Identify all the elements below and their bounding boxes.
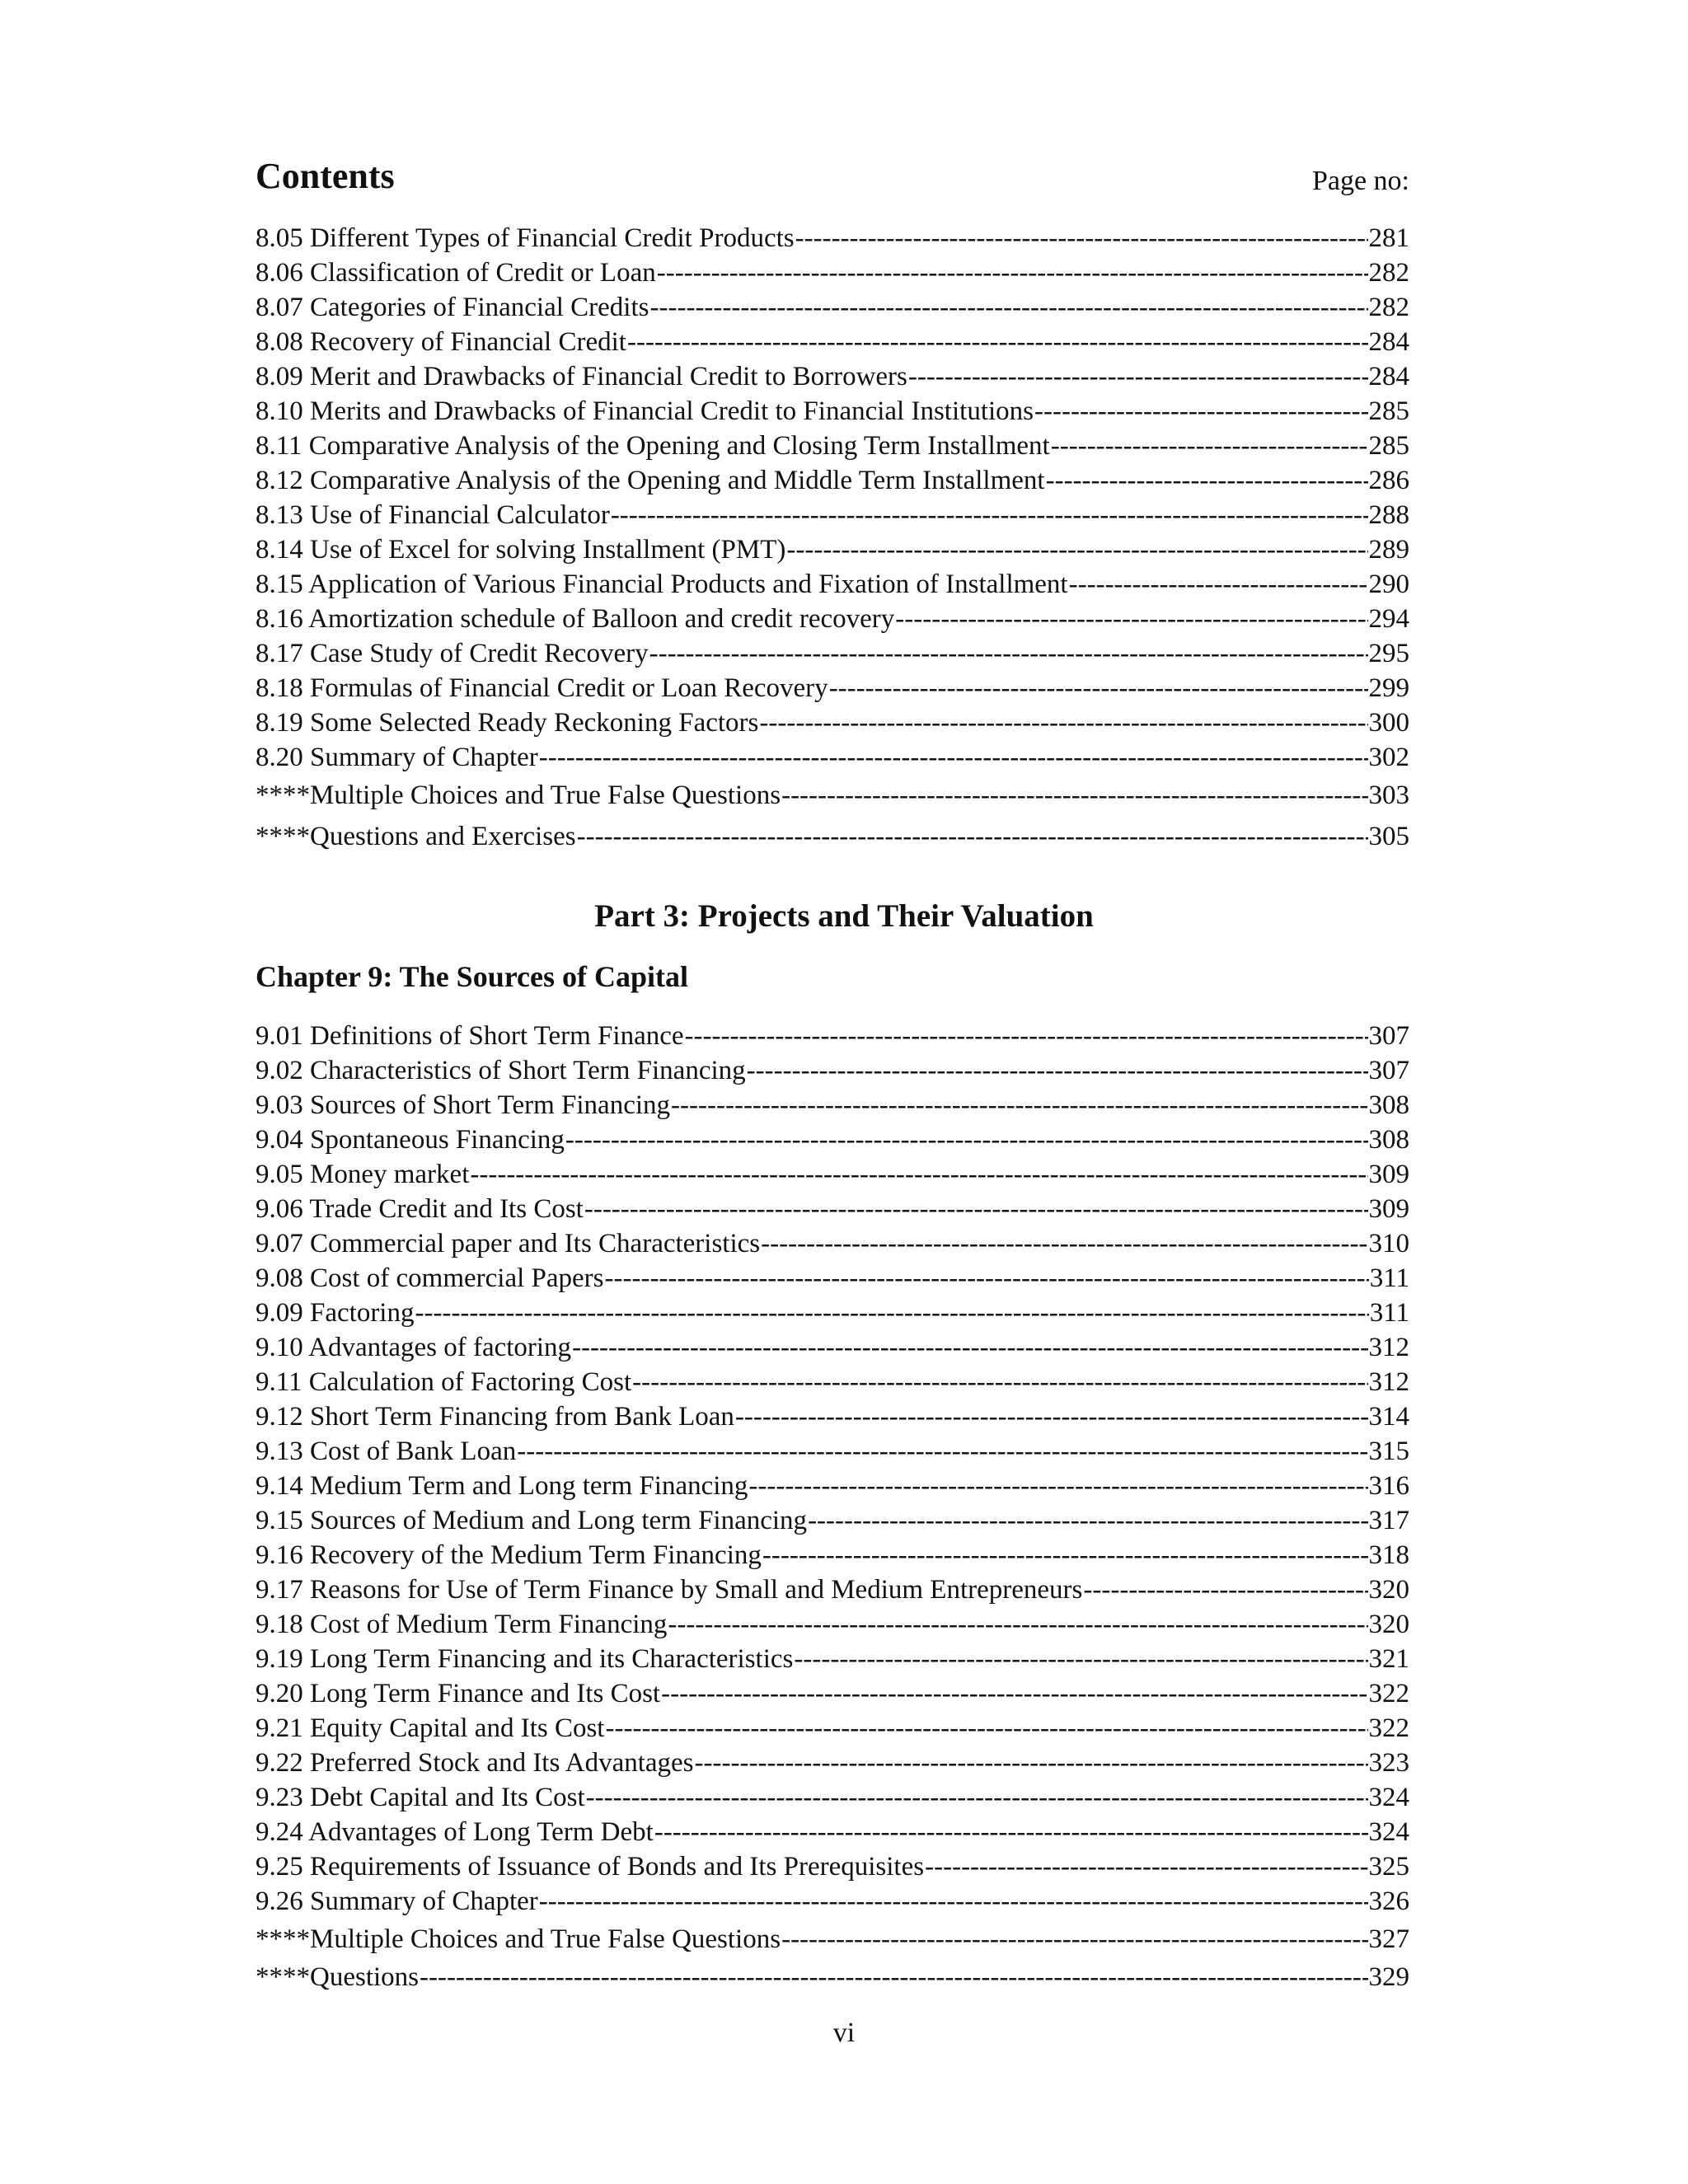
toc-entry-page: 312 [1368, 1333, 1409, 1362]
toc-entry-page: 307 [1368, 1021, 1409, 1051]
toc-entry[interactable] [256, 1434, 1409, 1469]
toc-leader [781, 1919, 1367, 1960]
toc-leader [611, 498, 1368, 532]
toc-leader [761, 1226, 1367, 1261]
toc-entry-label: ****Questions and Exercises [256, 822, 576, 851]
toc-entry-label: 9.08 Cost of commercial Papers [256, 1263, 604, 1293]
toc-entry-label: 8.11 Comparative Analysis of the Opening and Closing Term Installment [256, 431, 1050, 461]
toc-entry[interactable] [256, 740, 1409, 775]
toc-entry-label: 8.09 Merit and Drawbacks of Financial Credit to Borrowers [256, 362, 907, 391]
toc-entry-label: 9.18 Cost of Medium Term Financing [256, 1610, 668, 1639]
toc-entry[interactable] [256, 1053, 1409, 1088]
part-title: Part 3: Projects and Their Valuation [594, 898, 1094, 934]
page-footer-number: vi [832, 2018, 856, 2048]
toc-entry[interactable] [256, 1399, 1409, 1434]
toc-entry-page: 327 [1368, 1924, 1409, 1954]
page-number-column-label: Page no: [1311, 166, 1409, 196]
toc-leader [908, 359, 1368, 394]
toc-entry-page: 295 [1368, 639, 1409, 668]
toc-leader [735, 1399, 1368, 1434]
toc-entry[interactable] [256, 1780, 1409, 1815]
toc-entry-page: 307 [1368, 1056, 1409, 1085]
toc-entry[interactable] [256, 1538, 1409, 1572]
toc-leader [470, 1157, 1367, 1192]
toc-entry-page: 329 [1368, 1962, 1409, 1992]
toc-list-chapter-8 [256, 221, 1409, 857]
toc-entry[interactable] [256, 1607, 1409, 1642]
toc-leader [1034, 394, 1368, 429]
toc-leader [671, 1088, 1367, 1122]
toc-entry-label: 9.24 Advantages of Long Term Debt [256, 1817, 654, 1847]
toc-entry-page: 284 [1368, 327, 1409, 357]
toc-leader [747, 1053, 1368, 1088]
toc-entry[interactable] [256, 1746, 1409, 1780]
toc-leader [650, 290, 1368, 325]
toc-entry[interactable] [256, 359, 1409, 394]
toc-entry[interactable] [256, 394, 1409, 429]
toc-entry-label: 9.22 Preferred Stock and Its Advantages [256, 1748, 694, 1778]
toc-entry[interactable] [256, 1019, 1409, 1053]
toc-leader [895, 602, 1367, 636]
toc-entry[interactable] [256, 1849, 1409, 1884]
toc-entry-label: 9.01 Definitions of Short Term Finance [256, 1021, 684, 1051]
toc-entry-label: 9.17 Reasons for Use of Term Finance by Small and Medium Entrepreneurs [256, 1575, 1083, 1605]
toc-entry-label: 8.19 Some Selected Ready Reckoning Factors [256, 708, 759, 738]
toc-entry-label: 9.16 Recovery of the Medium Term Financing [256, 1540, 762, 1570]
toc-entry-label: 8.12 Comparative Analysis of the Opening and Middle Term Installment [256, 466, 1045, 495]
toc-leader [808, 1503, 1367, 1538]
toc-entry[interactable] [256, 1676, 1409, 1711]
toc-leader [1051, 429, 1368, 463]
toc-entry-label: 9.15 Sources of Medium and Long term Financing [256, 1506, 808, 1535]
toc-entry-page: 305 [1368, 822, 1409, 851]
toc-entry-page: 302 [1368, 743, 1409, 772]
toc-entry-page: 311 [1369, 1298, 1409, 1328]
toc-entry-extra[interactable] [256, 1960, 1409, 1994]
toc-entry-label: 9.05 Money market [256, 1160, 470, 1189]
toc-entry[interactable] [256, 1261, 1409, 1296]
toc-entry-page: 282 [1368, 293, 1409, 322]
toc-entry[interactable] [256, 325, 1409, 359]
toc-entry-label: 9.03 Sources of Short Term Financing [256, 1090, 671, 1120]
toc-entry-label: 9.06 Trade Credit and Its Cost [256, 1194, 584, 1224]
toc-leader [539, 740, 1368, 775]
toc-leader [668, 1607, 1367, 1642]
toc-entry-page: 316 [1368, 1471, 1409, 1501]
toc-leader [649, 636, 1368, 671]
toc-entry[interactable] [256, 1469, 1409, 1503]
toc-leader [762, 1538, 1368, 1572]
toc-leader [1046, 463, 1368, 498]
toc-leader [565, 1122, 1368, 1157]
toc-leader [517, 1434, 1367, 1469]
toc-entry-label: 9.10 Advantages of factoring [256, 1333, 572, 1362]
toc-entry-page: 309 [1368, 1160, 1409, 1189]
toc-entry-label: 8.17 Case Study of Credit Recovery [256, 639, 649, 668]
toc-entry-label: 9.21 Equity Capital and Its Cost [256, 1713, 605, 1743]
toc-entry-page: 317 [1368, 1506, 1409, 1535]
toc-leader [605, 1261, 1369, 1296]
toc-entry-label: 8.08 Recovery of Financial Credit [256, 327, 626, 357]
toc-entry-page: 314 [1368, 1402, 1409, 1432]
toc-entry[interactable] [256, 1088, 1409, 1122]
toc-entry[interactable] [256, 290, 1409, 325]
toc-entry-page: 299 [1368, 673, 1409, 703]
toc-leader [685, 1019, 1368, 1053]
toc-leader [661, 1676, 1367, 1711]
toc-entry[interactable] [256, 602, 1409, 636]
toc-entry-page: 286 [1368, 466, 1409, 495]
toc-entry-label: 8.15 Application of Various Financial Products and Fixation of Installment [256, 569, 1068, 599]
toc-list-chapter-9 [256, 1019, 1409, 1994]
toc-entry[interactable] [256, 429, 1409, 463]
toc-entry[interactable] [256, 1192, 1409, 1226]
toc-entry[interactable] [256, 567, 1409, 602]
toc-leader [627, 325, 1368, 359]
toc-entry-page: 308 [1368, 1125, 1409, 1155]
toc-entry[interactable] [256, 1330, 1409, 1365]
toc-entry-page: 282 [1368, 258, 1409, 288]
toc-entry-label: 9.19 Long Term Financing and its Characteristics [256, 1644, 794, 1674]
toc-entry-page: 321 [1368, 1644, 1409, 1674]
toc-entry[interactable] [256, 1642, 1409, 1676]
toc-entry-page: 324 [1368, 1817, 1409, 1847]
toc-entry-label: 8.14 Use of Excel for solving Installment (PMT) [256, 535, 786, 565]
toc-entry-page: 311 [1369, 1263, 1409, 1293]
toc-entry[interactable] [256, 1503, 1409, 1538]
toc-entry-page: 285 [1368, 396, 1409, 426]
toc-entry-label: 9.20 Long Term Finance and Its Cost [256, 1679, 661, 1708]
toc-entry-page: 320 [1368, 1610, 1409, 1639]
toc-entry-label: 8.16 Amortization schedule of Balloon and credit recovery [256, 604, 895, 634]
toc-entry-label: 8.06 Classification of Credit or Loan [256, 258, 656, 288]
toc-leader [786, 532, 1367, 567]
toc-entry-label: 8.10 Merits and Drawbacks of Financial Credit to Financial Institutions [256, 396, 1034, 426]
toc-leader [829, 671, 1368, 705]
toc-entry-page: 323 [1368, 1748, 1409, 1778]
toc-entry[interactable] [256, 1572, 1409, 1607]
toc-leader [586, 1780, 1368, 1815]
toc-entry[interactable] [256, 636, 1409, 671]
toc-entry[interactable] [256, 671, 1409, 705]
toc-entry-page: 285 [1368, 431, 1409, 461]
toc-entry[interactable] [256, 1122, 1409, 1157]
toc-entry-page: 309 [1368, 1194, 1409, 1224]
toc-entry[interactable] [256, 705, 1409, 740]
toc-entry-page: 324 [1368, 1783, 1409, 1812]
contents-heading: Contents [256, 156, 395, 196]
toc-entry-page: 320 [1368, 1575, 1409, 1605]
toc-entry-page: 322 [1368, 1679, 1409, 1708]
toc-entry[interactable] [256, 1226, 1409, 1261]
toc-entry-page: 284 [1368, 362, 1409, 391]
toc-entry-label: 9.26 Summary of Chapter [256, 1886, 538, 1916]
toc-entry[interactable] [256, 532, 1409, 567]
toc-leader [695, 1746, 1368, 1780]
toc-entry[interactable] [256, 498, 1409, 532]
toc-entry-page: 308 [1368, 1090, 1409, 1120]
toc-entry-extra[interactable] [256, 775, 1409, 816]
toc-leader [748, 1469, 1367, 1503]
toc-leader [605, 1711, 1367, 1746]
toc-leader [795, 221, 1368, 255]
toc-leader [759, 705, 1367, 740]
toc-entry[interactable] [256, 1157, 1409, 1192]
toc-entry-label: ****Multiple Choices and True False Questions [256, 780, 781, 810]
toc-entry-label: 9.11 Calculation of Factoring Cost [256, 1367, 632, 1397]
toc-entry-label: ****Questions [256, 1962, 419, 1992]
toc-entry-page: 312 [1368, 1367, 1409, 1397]
toc-leader [415, 1296, 1368, 1330]
toc-entry-label: 9.09 Factoring [256, 1298, 415, 1328]
toc-entry-label: 8.20 Summary of Chapter [256, 743, 538, 772]
toc-entry[interactable] [256, 255, 1409, 290]
toc-entry-label: 9.25 Requirements of Issuance of Bonds and Its Prerequisites [256, 1852, 925, 1882]
toc-entry-label: 8.13 Use of Financial Calculator [256, 500, 610, 530]
toc-leader [657, 255, 1368, 290]
toc-entry-label: 8.18 Formulas of Financial Credit or Loan Recovery [256, 673, 828, 703]
toc-entry-label: 9.02 Characteristics of Short Term Financing [256, 1056, 746, 1085]
toc-entry-page: 325 [1368, 1852, 1409, 1882]
toc-entry-label: 9.13 Cost of Bank Loan [256, 1436, 517, 1466]
toc-entry[interactable] [256, 221, 1409, 255]
toc-entry-page: 289 [1368, 535, 1409, 565]
toc-entry-label: ****Multiple Choices and True False Questions [256, 1924, 781, 1954]
toc-leader [572, 1330, 1367, 1365]
toc-entry-label: 9.14 Medium Term and Long term Financing [256, 1471, 748, 1501]
toc-entry-page: 281 [1368, 223, 1409, 253]
toc-leader [1069, 567, 1368, 602]
toc-leader [420, 1960, 1368, 1994]
toc-leader [654, 1815, 1368, 1849]
toc-leader [794, 1642, 1367, 1676]
toc-entry-label: 9.23 Debt Capital and Its Cost [256, 1783, 585, 1812]
toc-entry[interactable] [256, 1815, 1409, 1849]
toc-entry[interactable] [256, 1884, 1409, 1919]
toc-entry[interactable] [256, 463, 1409, 498]
toc-entry-page: 303 [1368, 780, 1409, 810]
toc-leader [781, 775, 1367, 816]
toc-entry-page: 294 [1368, 604, 1409, 634]
toc-entry-label: 9.12 Short Term Financing from Bank Loan [256, 1402, 734, 1432]
toc-entry-label: 9.07 Commercial paper and Its Characteristics [256, 1229, 761, 1258]
toc-entry-page: 288 [1368, 500, 1409, 530]
toc-entry-label: 8.07 Categories of Financial Credits [256, 293, 649, 322]
toc-entry-page: 318 [1368, 1540, 1409, 1570]
toc-entry-page: 326 [1368, 1886, 1409, 1916]
toc-entry-page: 290 [1368, 569, 1409, 599]
toc-entry-page: 300 [1368, 708, 1409, 738]
toc-entry-label: 9.04 Spontaneous Financing [256, 1125, 565, 1155]
toc-entry-extra[interactable] [256, 1919, 1409, 1960]
toc-leader [632, 1365, 1367, 1399]
toc-entry[interactable] [256, 1711, 1409, 1746]
toc-leader [584, 1192, 1368, 1226]
toc-leader [925, 1849, 1367, 1884]
toc-leader [1083, 1572, 1367, 1607]
toc-entry-page: 315 [1368, 1436, 1409, 1466]
toc-entry-extra[interactable] [256, 816, 1409, 857]
toc-entry[interactable] [256, 1365, 1409, 1399]
toc-leader [577, 816, 1368, 857]
toc-entry-label: 8.05 Different Types of Financial Credit Products [256, 223, 795, 253]
chapter-title: Chapter 9: The Sources of Capital [256, 960, 689, 993]
toc-entry[interactable] [256, 1296, 1409, 1330]
toc-entry-page: 310 [1368, 1229, 1409, 1258]
toc-entry-page: 322 [1368, 1713, 1409, 1743]
toc-leader [539, 1884, 1368, 1919]
